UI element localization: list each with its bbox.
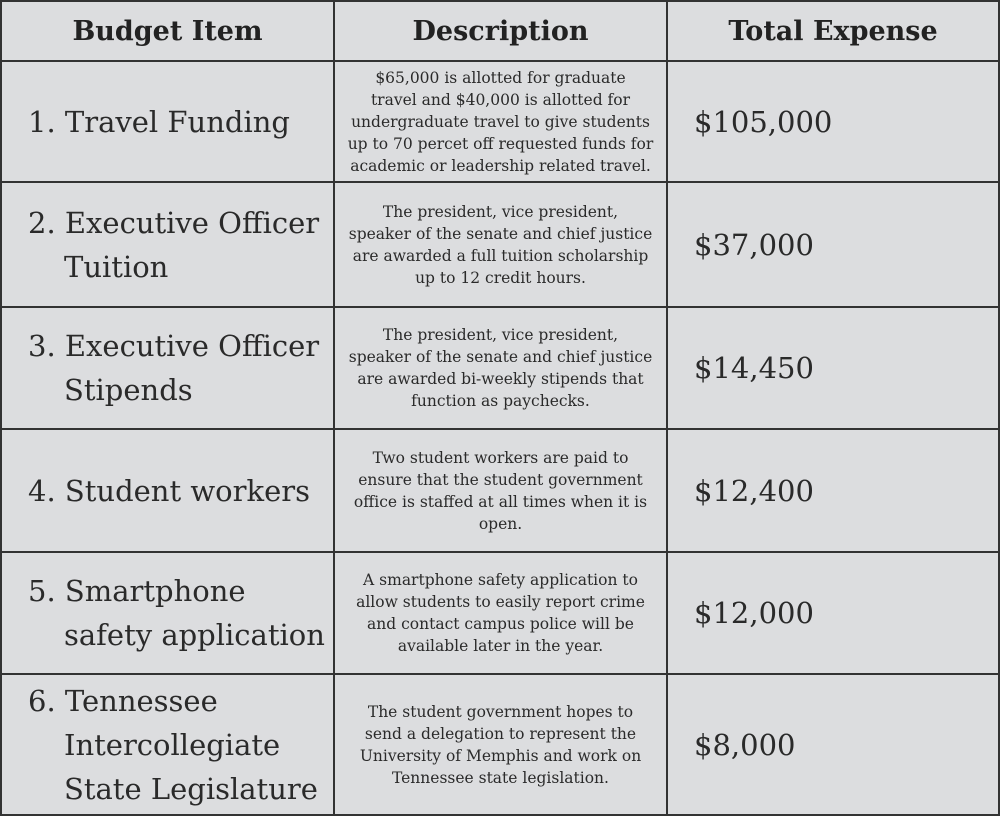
budget-item-line: 6. Tennessee [28,683,218,718]
header-budget-item: Budget Item [0,0,335,62]
description-line: open. [478,514,523,533]
description-line: Tennessee state legislation. [392,768,609,787]
description-cell [333,60,668,183]
budget-item-line: 4. Student workers [28,473,310,508]
description-line: ensure that the student government [358,470,643,489]
description-cell [333,428,668,553]
budget-item-cell [0,181,335,308]
budget-item-cell [0,306,335,430]
description-line: undergraduate travel to give students [351,112,650,131]
description-line: available later in the year. [397,637,604,655]
description-line: Two student workers are paid to [372,448,629,467]
description-line: academic or leadership related travel. [350,156,651,175]
budget-item-line: Intercollegiate [64,727,281,762]
description-cell [333,673,668,816]
budget-item-line: 2. Executive Officer [28,205,320,240]
description-line: function as paychecks. [411,392,590,410]
description-line: are awarded a full tuition scholarship [352,246,649,265]
description-line: The student government hopes to [367,702,634,721]
budget-item-line: 3. Executive Officer [28,329,320,363]
description-line: office is staffed at all times when it is [353,492,648,511]
description-cell [333,181,668,308]
description-line: A smartphone safety application to [363,571,638,589]
header-description: Description [333,0,668,62]
description-line: The president, vice president, [382,202,619,221]
description-line: University of Memphis and work on [359,746,642,765]
budget-item-line: 1. Travel Funding [28,104,290,139]
description-line: travel and $40,000 is allotted for [370,90,631,109]
total-expense-cell: $14,450 [666,306,1000,430]
description-line: speaker of the senate and chief justice [348,224,653,243]
total-expense-cell: $37,000 [666,181,1000,308]
description-cell [333,306,668,430]
total-expense-cell: $12,400 [666,428,1000,553]
budget-item-line: Stipends [64,373,193,407]
total-expense-cell: $105,000 [666,60,1000,183]
header-total-expense: Total Expense [666,0,1000,62]
total-expense-cell: $8,000 [666,673,1000,816]
budget-item-cell [0,551,335,675]
budget-item-line: State Legislature [64,771,318,806]
description-cell [333,551,668,675]
description-line: speaker of the senate and chief justice [348,348,653,366]
budget-item-cell [0,673,335,816]
description-line: and contact campus police will be [367,615,634,633]
budget-item-cell [0,60,335,183]
description-line: up to 70 percet off requested funds for [347,134,654,153]
description-line: allow students to easily report crime [356,593,645,611]
description-line: $65,000 is allotted for graduate [375,68,626,87]
description-line: up to 12 credit hours. [415,268,586,287]
budget-item-line: safety application [64,618,325,652]
budget-item-cell [0,428,335,553]
budget-item-line: Tuition [64,249,169,284]
description-line: send a delegation to represent the [364,724,637,743]
description-line: The president, vice president, [382,326,619,344]
description-line: are awarded bi-weekly stipends that [357,370,644,388]
total-expense-cell: $12,000 [666,551,1000,675]
budget-item-line: 5. Smartphone [28,574,246,608]
